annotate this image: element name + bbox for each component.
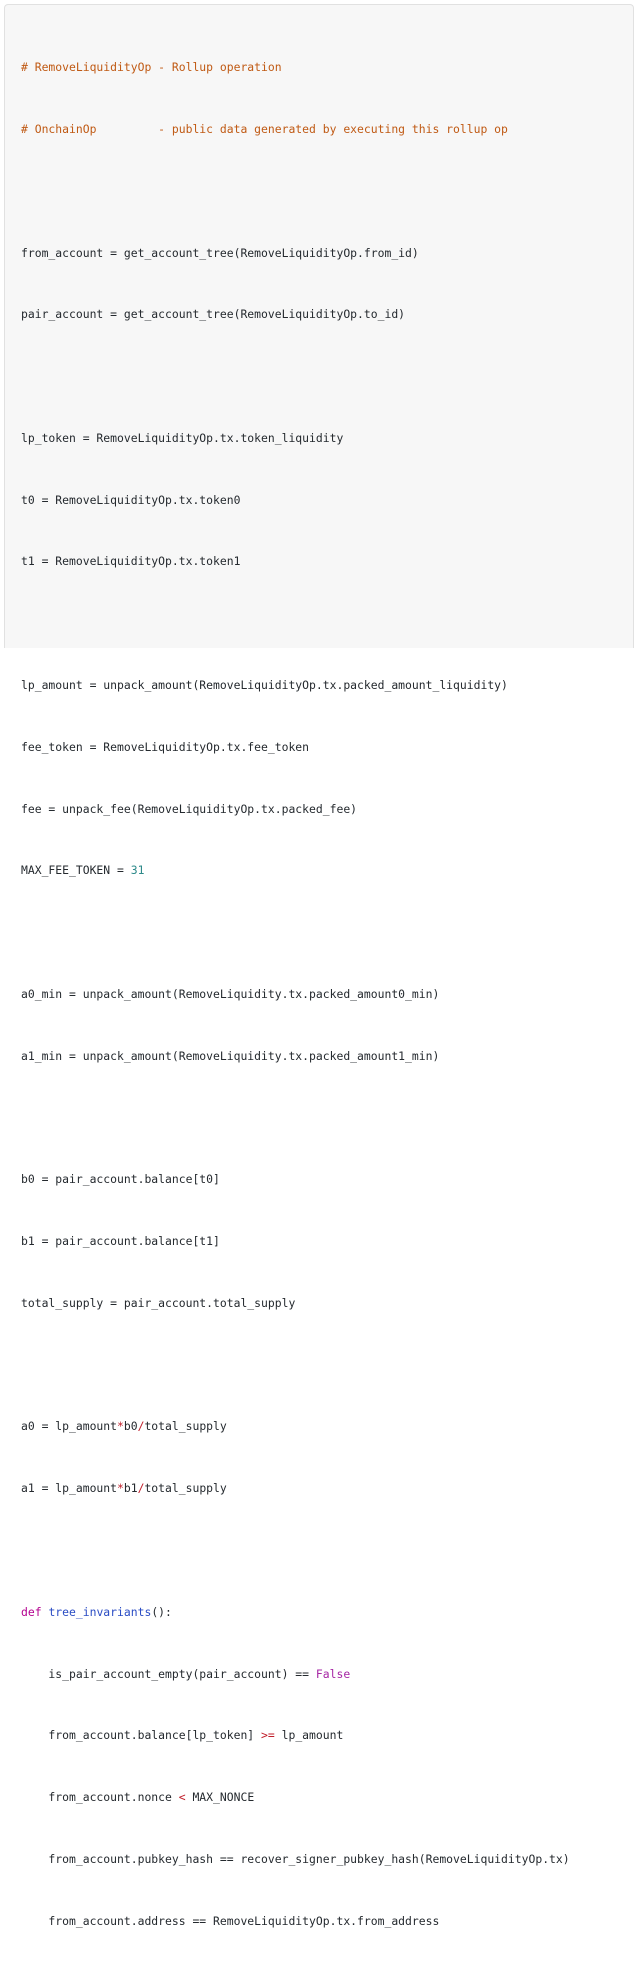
code-text: MAX_NONCE bbox=[185, 1790, 255, 1805]
code-text: a1 = lp_amount bbox=[21, 1481, 118, 1496]
code-line-fee: fee = unpack_fee(RemoveLiquidityOp.tx.packed_fee) bbox=[21, 801, 358, 816]
operator-divide: / bbox=[137, 1481, 145, 1496]
code-line-comment-1 bbox=[21, 57, 570, 78]
code-line-t1: t1 = RemoveLiquidityOp.tx.token1 bbox=[21, 554, 241, 569]
blank-line bbox=[21, 181, 570, 202]
code-line-lp-amount: lp_amount = unpack_amount(RemoveLiquidityOp.tx.packed_amount_liquidity) bbox=[21, 678, 508, 692]
boolean-literal: False bbox=[315, 1666, 351, 1681]
code-line-invariant-1 bbox=[21, 1664, 570, 1685]
code-text: b0 bbox=[123, 1419, 138, 1434]
code-line-t0: t0 = RemoveLiquidityOp.tx.token0 bbox=[21, 492, 241, 507]
blank-line bbox=[21, 1355, 570, 1376]
code-text: total_supply bbox=[144, 1419, 227, 1434]
number-literal: 31 bbox=[130, 863, 145, 878]
keyword-def: def bbox=[21, 1604, 42, 1619]
blank-line bbox=[21, 1107, 570, 1128]
operator-gte: >= bbox=[261, 1728, 275, 1743]
code-line-def bbox=[21, 1602, 570, 1623]
operator-multiply: * bbox=[117, 1419, 124, 1434]
code-line-pair-account: pair_account = get_account_tree(RemoveLiquidityOp.to_id) bbox=[21, 307, 406, 322]
function-name: tree_invariants bbox=[48, 1604, 152, 1619]
code-line-fee-token: fee_token = RemoveLiquidityOp.tx.fee_token bbox=[21, 739, 310, 754]
blank-line bbox=[21, 366, 570, 387]
code-text: a0 = lp_amount bbox=[21, 1419, 118, 1434]
code-text: (): bbox=[151, 1604, 172, 1619]
code-line-a1 bbox=[21, 1478, 570, 1499]
blank-line bbox=[21, 1540, 570, 1561]
code-text: MAX_FEE_TOKEN = bbox=[21, 863, 131, 878]
comment: # OnchainOp - public data generated by executing this rollup op bbox=[21, 121, 508, 136]
code-line-comment-2 bbox=[21, 119, 570, 140]
code-line-max-fee-token bbox=[21, 860, 570, 881]
blank-line bbox=[21, 613, 570, 634]
code-block bbox=[4, 4, 634, 1928]
operator-divide: / bbox=[137, 1419, 145, 1434]
code-line-a0-min: a0_min = unpack_amount(RemoveLiquidity.tx.packed_amount0_min) bbox=[21, 986, 440, 1001]
code-line-a1-min: a1_min = unpack_amount(RemoveLiquidity.tx.packed_amount1_min) bbox=[21, 1048, 440, 1063]
operator-multiply: * bbox=[117, 1481, 124, 1496]
code-line-invariant-3 bbox=[21, 1787, 570, 1808]
code-line-invariant-5: from_account.address == RemoveLiquidityOp.tx.from_address bbox=[21, 1913, 440, 1928]
code-text: b1 bbox=[123, 1481, 138, 1496]
code-line-lp-token: lp_token = RemoveLiquidityOp.tx.token_liquidity bbox=[21, 430, 344, 445]
code-line-b0: b0 = pair_account.balance[t0] bbox=[21, 1172, 220, 1187]
code-text: lp_amount bbox=[274, 1728, 344, 1743]
code-text: total_supply bbox=[144, 1481, 227, 1496]
code-line-total-supply: total_supply = pair_account.total_supply bbox=[21, 1295, 296, 1310]
code-line-invariant-4: from_account.pubkey_hash == recover_signer_pubkey_hash(RemoveLiquidityOp.tx) bbox=[21, 1851, 570, 1866]
blank-line bbox=[21, 922, 570, 943]
code-text: from_account.balance[lp_token] bbox=[21, 1728, 262, 1743]
operator-lt: < bbox=[178, 1790, 186, 1805]
code-text: from_account.nonce bbox=[21, 1790, 179, 1805]
code-line-invariant-2 bbox=[21, 1725, 570, 1746]
code-content bbox=[21, 16, 570, 1972]
code-line-a0 bbox=[21, 1416, 570, 1437]
code-line-from-account: from_account = get_account_tree(RemoveLiquidityOp.from_id) bbox=[21, 245, 419, 260]
code-line-b1: b1 = pair_account.balance[t1] bbox=[21, 1234, 220, 1249]
code-text: is_pair_account_empty(pair_account) == bbox=[21, 1666, 316, 1681]
comment: # RemoveLiquidityOp - Rollup operation bbox=[21, 60, 282, 75]
